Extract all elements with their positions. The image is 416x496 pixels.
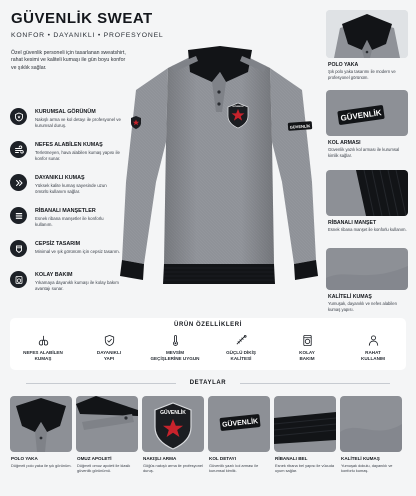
detail-image (340, 396, 402, 452)
page-title: GÜVENLİK SWEAT (11, 10, 153, 27)
feature-title: KURUMSAL GÖRÜNÜM (35, 109, 96, 115)
detail-card-collar (326, 10, 408, 90)
detail-image (142, 396, 204, 452)
details-title: DETAYLAR (189, 380, 227, 386)
fabric-image (326, 248, 408, 290)
badge-icon (10, 108, 27, 125)
card-title: KALİTELİ KUMAŞ (328, 294, 372, 300)
feature-desc: Minimal ve şık görünüm için cepsiz tasarım. (35, 249, 120, 254)
card-title: POLO YAKA (328, 62, 359, 68)
detail-image (10, 396, 72, 452)
detail-desc: Göğüs nakışlı arma ile profesyonel duruş. (143, 463, 203, 473)
band-item-label: RAHAT KULLANIM (361, 350, 385, 361)
feature-title: NEFES ALABİLEN KUMAŞ (35, 142, 103, 148)
detail-desc: Düğmeli polo yaka ile şık görünüm. (11, 463, 72, 468)
detail-card-fabric (326, 248, 408, 314)
band-item-label: MEVSİM GEÇİŞLERİNE UYGUN (150, 350, 200, 361)
stitch-icon (235, 334, 248, 347)
band-item-label: GÜÇLÜ DİKİŞ KALİTESİ (226, 350, 256, 361)
band-item (276, 334, 338, 368)
detail-card-cuff (326, 170, 408, 250)
band-item-label: KOLAY BAKIM (299, 350, 315, 361)
band-item (78, 334, 140, 368)
detail-image (208, 396, 270, 452)
feature-item (10, 271, 122, 299)
wind-icon (10, 141, 27, 158)
badge-text: GÜVENLİK (232, 106, 244, 108)
feature-desc: Terletmeyen, hava alabilen kumaş yapısı ile konfor sunar. (35, 150, 120, 161)
feature-item (10, 207, 122, 235)
card-desc: Güvenlik yazılı kol arması ile kurumsal kimlik sağlar. (328, 147, 400, 158)
card-desc: Esnek ribana manşet ile konforlu kullanım. (328, 227, 407, 232)
detail-title: KALİTELİ KUMAŞ (341, 456, 380, 461)
card-desc: Şık polo yaka tasarımı ile modern ve profesyonel görünüm. (328, 69, 396, 80)
detail-title: OMUZ APOLETİ (77, 456, 112, 461)
page-subtitle: KONFOR • DAYANIKLI • PROFESYONEL (11, 32, 164, 39)
card-title: RİBANALI MANŞET (328, 220, 377, 226)
feature-title: KOLAY BAKIM (35, 272, 73, 278)
cuff-icon (10, 207, 27, 224)
feature-item (10, 240, 122, 268)
feature-item (10, 174, 122, 202)
person-icon (367, 334, 380, 347)
detail-title: POLO YAKA (11, 456, 38, 461)
cuff-image (326, 170, 408, 216)
detail-desc: Yumuşak dokulu, dayanıklı ve konforlu kumaş. (341, 463, 393, 473)
detail-card-sleeve (326, 90, 408, 172)
card-desc: Yumuşak, dayanıklı ve nefes alabilen kumaş yapısı. (328, 301, 397, 312)
detail-title: NAKIŞLI ARMA (143, 456, 177, 461)
sweatshirt-illustration (116, 42, 322, 292)
washer-icon (10, 271, 27, 288)
thermometer-icon (169, 334, 182, 347)
shield-check-icon (103, 334, 116, 347)
detail-title: KOL DETAYI (209, 456, 236, 461)
sleeve-patch-text: GÜVENLİK (289, 123, 311, 130)
feature-title: DAYANIKLI KUMAŞ (35, 175, 85, 181)
patch-text: GÜVENLİK (221, 418, 259, 429)
band-item (210, 334, 272, 368)
feature-item (10, 141, 122, 169)
badge-text: GÜVENLİK (160, 410, 186, 416)
pocket-icon (10, 240, 27, 257)
collar-image (326, 10, 408, 58)
feature-desc: Esnek ribana manşetler ile konforlu kullanım. (35, 216, 104, 227)
band-item-label: NEFES ALABİLEN KUMAŞ (23, 350, 63, 361)
detail-desc: Düğmeli omuz apoleti ile klasik güvenlik görünümü. (77, 463, 131, 473)
feature-title: RİBANALI MANŞETLER (35, 208, 96, 214)
detail-desc: Güvenlik yazılı kol arması ile kurumsal kimlik. (209, 463, 259, 473)
detail-image (76, 396, 138, 452)
sleeve-image (326, 90, 408, 136)
patch-text: GÜVENLİK (339, 108, 383, 123)
band-item (12, 334, 74, 368)
intro-text: Özel güvenlik personeli için tasarlanan sweatshirt, rahat kesimi ve kaliteli kumaşı ile gün boyu konfor ve şıklık sağlar. (11, 50, 126, 71)
card-title: KOL ARMASI (328, 140, 361, 146)
lungs-icon (37, 334, 50, 347)
features-band-title: ÜRÜN ÖZELLİKLERİ (174, 322, 242, 328)
band-item (144, 334, 206, 368)
feature-desc: Nakışlı arma ve kol detayı ile profesyonel ve kurumsal duruş. (35, 117, 121, 128)
washer-icon (301, 334, 314, 347)
band-item (342, 334, 404, 368)
feature-item (10, 108, 122, 136)
detail-title: RİBANALI BEL (275, 456, 308, 461)
feature-desc: Yüksek kalite kumaş sayesinde uzun ömürlü kullanım sağlar. (35, 183, 107, 194)
feature-title: CEPSİZ TASARIM (35, 241, 81, 247)
detail-desc: Esnek ribana bel yapısı ile vücuda uyum sağlar. (275, 463, 335, 473)
feature-desc: Yıkamaya dayanıklı kumaşı ile kolay bakım avantajı sunar. (35, 280, 119, 291)
band-item-label: DAYANIKLI YAPI (96, 350, 122, 361)
detail-image (274, 396, 336, 452)
chevrons-icon (10, 174, 27, 191)
